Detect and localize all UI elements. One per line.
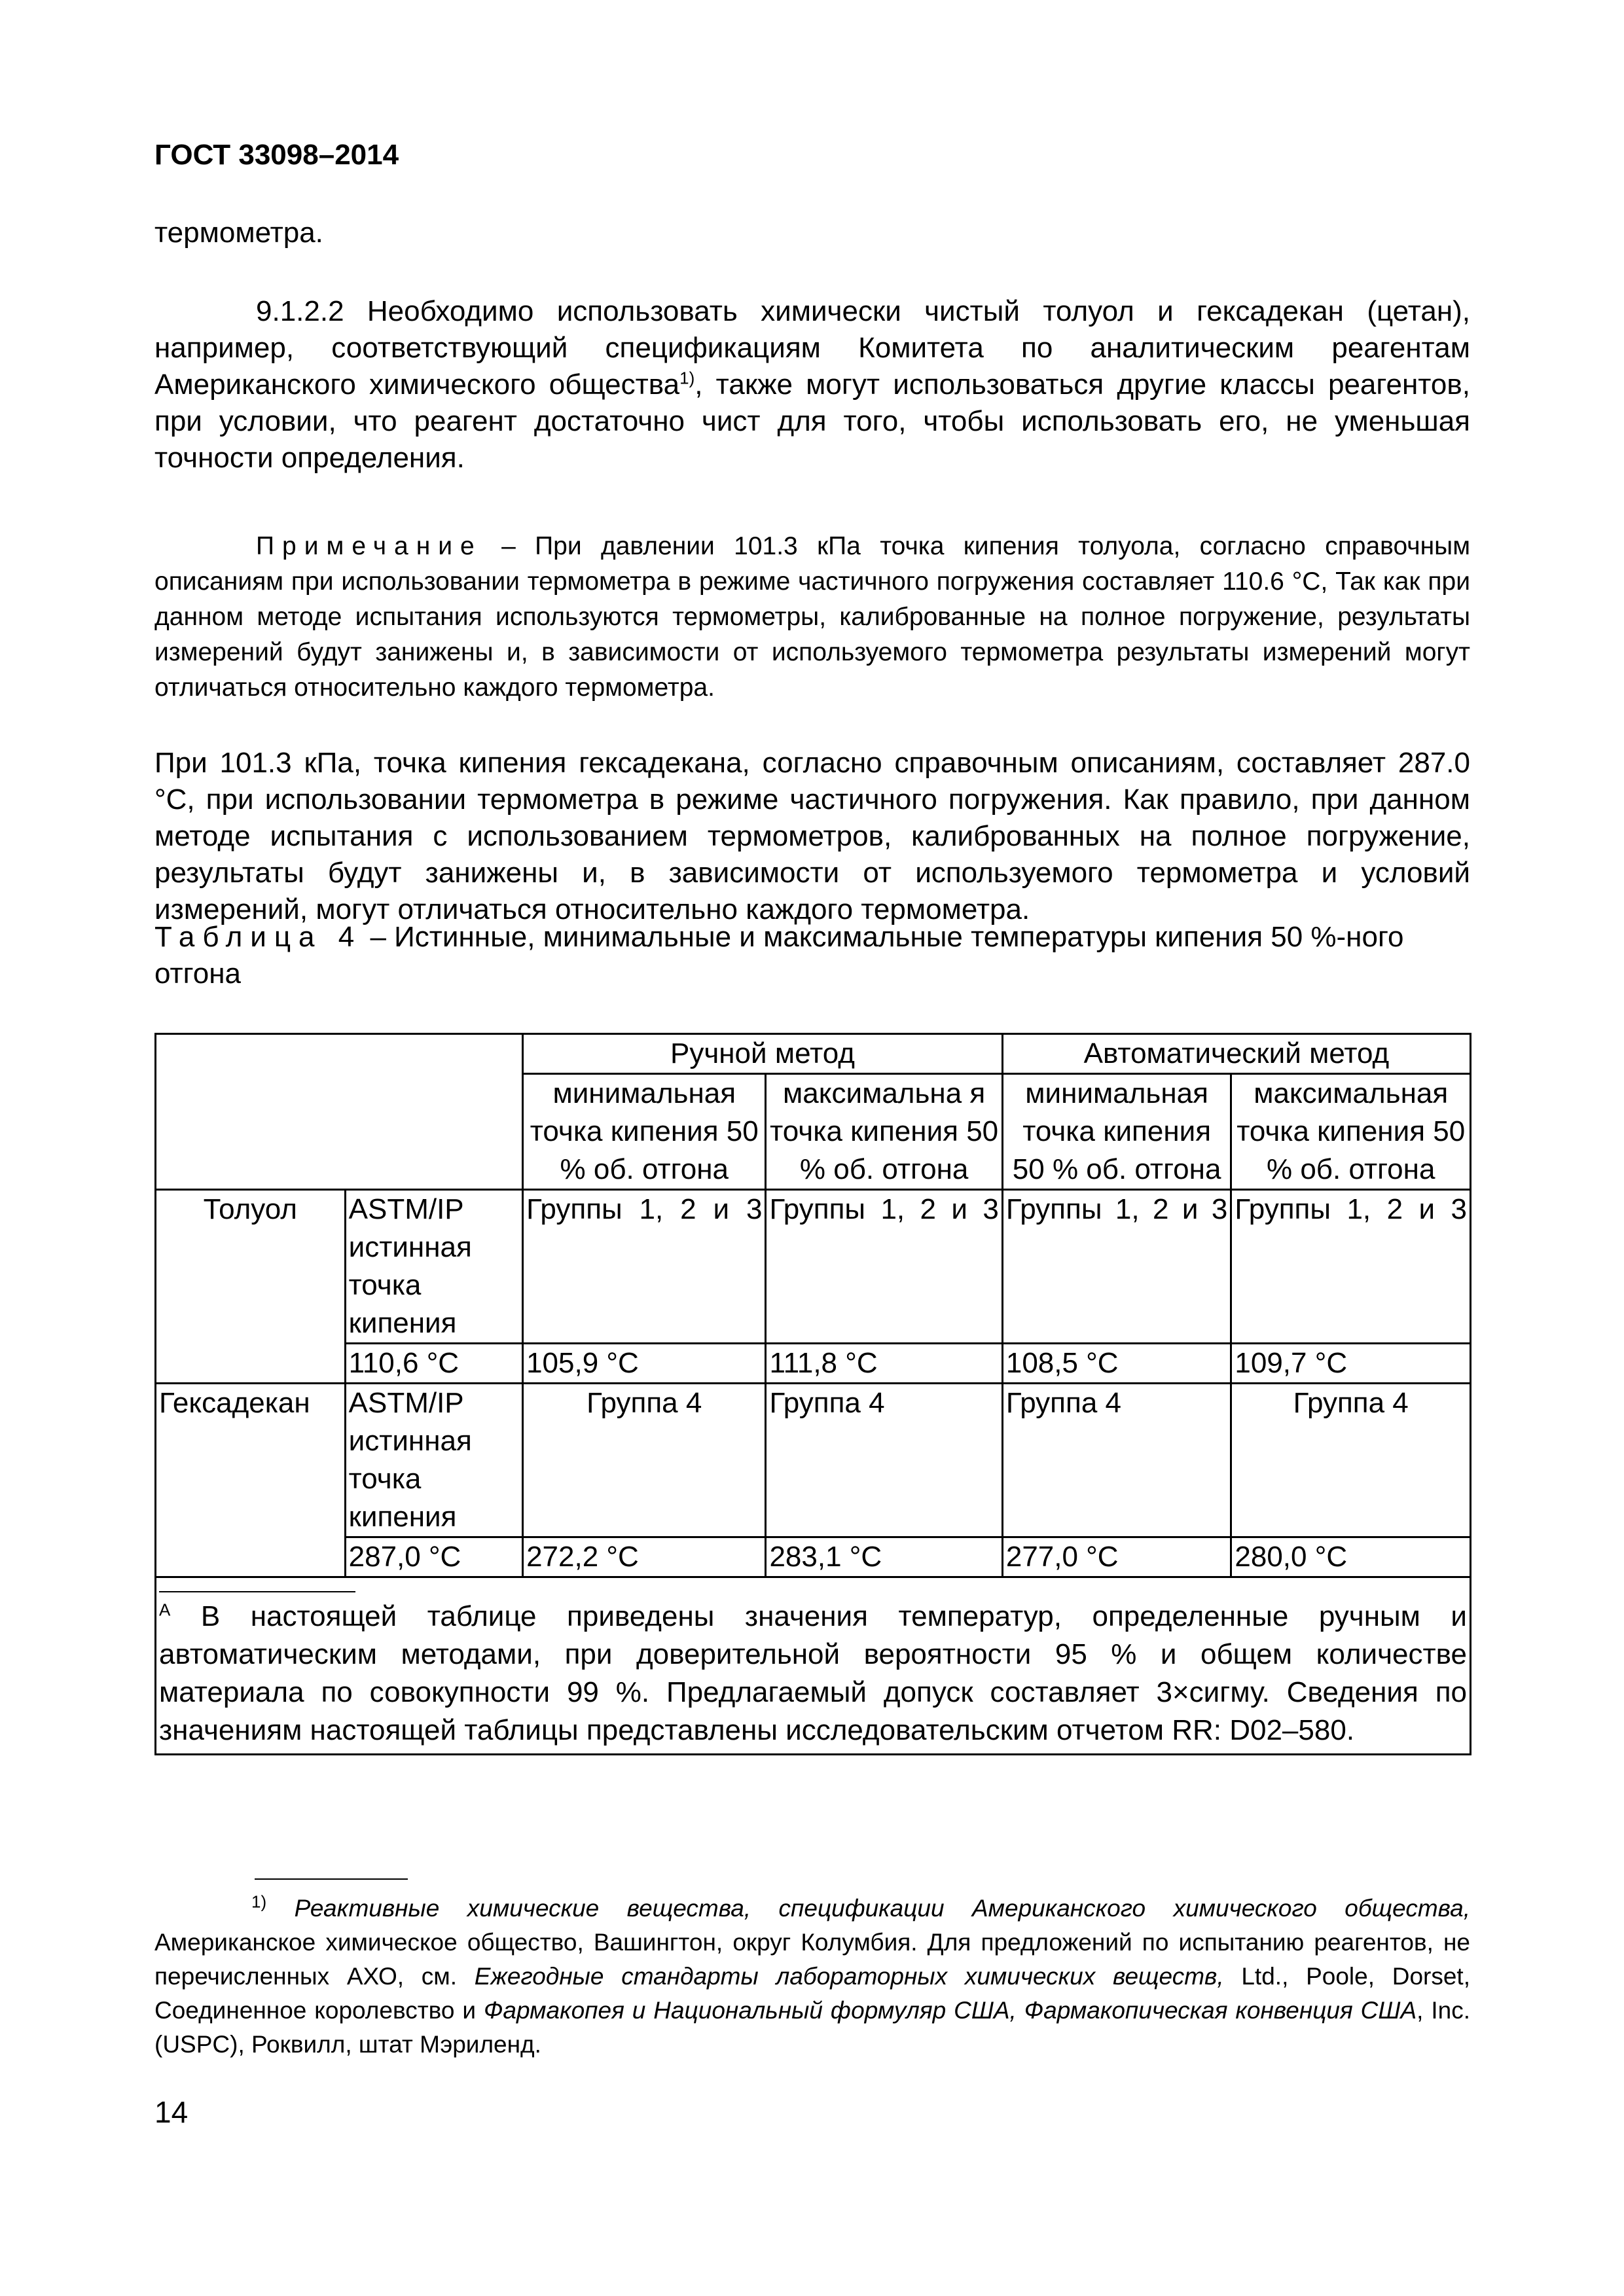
table-caption-label: Таблица 4 — [154, 921, 363, 953]
footnote-ref: 1) — [679, 368, 695, 388]
page-footnote — [154, 1892, 1470, 2062]
group-cell: Группа 4 — [766, 1384, 1002, 1537]
footnote-text-2: Ltd., Poole, Dorset, Соединенное королевство и — [154, 1963, 1470, 2024]
col-header: максимальна я точка кипения 50 % об. отгона — [766, 1074, 1002, 1190]
page-footnote-divider — [255, 1878, 408, 1880]
document-header: ГОСТ 33098–2014 — [154, 139, 399, 171]
value-cell: 111,8 °C — [766, 1344, 1002, 1384]
table-footnote-cell — [156, 1577, 1471, 1755]
table-row — [156, 1537, 1471, 1577]
method-cell: ASTM/IP истинная точка кипения — [345, 1384, 522, 1537]
empty-corner-cell — [156, 1034, 523, 1190]
table-row — [156, 1344, 1471, 1384]
substance-cell: Гексадекан — [156, 1384, 346, 1577]
footnote-italic-3: Фармакопея и Национальный формуляр США, Фармакопическая конвенция США — [484, 1997, 1417, 2024]
col-header: минимальная точка кипения 50 % об. отгона — [1002, 1074, 1231, 1190]
table-row — [156, 1190, 1471, 1344]
paragraph-text-cont: , также могут использоваться другие классы реагентов, при условии, что реагент достаточно чист для того, чтобы использовать его, не уменьшая точности определения. — [154, 368, 1470, 474]
note-text-2: При 101.3 кПа, точка кипения гексадекана, согласно справочным описаниям, составляет 287.0 °C, при использовании термометра в режиме частичного погружения. Как правило, при данном методе испытания с использованием термометров, калиброванных на полное погружение, результаты будут занижены и, в зависимости от используемого термометра и условий измерений, могут отличаться относительно каждого термометра. — [154, 747, 1470, 925]
col-header: минимальная точка кипения 50 % об. отгона — [523, 1074, 766, 1190]
manual-method-header: Ручной метод — [523, 1034, 1003, 1074]
value-cell: 277,0 °C — [1002, 1537, 1231, 1577]
footnote-divider — [159, 1591, 355, 1592]
table-footnote-mark: A — [159, 1600, 171, 1620]
table-footnote-row — [156, 1577, 1471, 1755]
table-caption-text: – Истинные, минимальные и максимальные температуры кипения 50 %-ного отгона — [154, 921, 1404, 990]
footnote-italic-1: Реактивные химические вещества, спецификации Американского химического общества, — [294, 1895, 1471, 1922]
paragraph-9-1-2-2 — [154, 293, 1470, 476]
value-cell: 280,0 °C — [1231, 1537, 1471, 1577]
continuation-text: термометра. — [154, 217, 323, 249]
note-text: – При давлении 101.3 кПа точка кипения толуола, согласно справочным описаниям при использовании термометра в режиме частичного погружения составляет 110.6 °C, Так как при данном методе испытания используются термометры, калиброванные на полное погружение, результаты измерений будут занижены и, в зависимости от используемого термометра результаты измерений могут отличаться относительно каждого термометра. — [154, 532, 1470, 702]
value-cell: 108,5 °C — [1002, 1344, 1231, 1384]
table-caption — [154, 919, 1470, 992]
table-header-row-1 — [156, 1034, 1471, 1074]
group-cell: Группа 4 — [1231, 1384, 1471, 1537]
substance-cell: Толуол — [156, 1190, 346, 1384]
group-cell: Группы 1, 2 и 3 — [766, 1190, 1002, 1344]
footnote-italic-2: Ежегодные стандарты лабораторных химических веществ, — [474, 1963, 1224, 1990]
group-cell: Группа 4 — [523, 1384, 766, 1537]
true-bp-cell: 110,6 °C — [345, 1344, 522, 1384]
page-footnote-mark: 1) — [251, 1892, 267, 1912]
value-cell: 272,2 °C — [523, 1537, 766, 1577]
note-block — [154, 529, 1470, 706]
page-number: 14 — [154, 2095, 189, 2129]
value-cell: 105,9 °C — [523, 1344, 766, 1384]
table-row — [156, 1384, 1471, 1537]
note-block-cont — [154, 745, 1470, 928]
boiling-point-table — [154, 1033, 1471, 1755]
footnote-text-1: Американское химическое общество, Вашингтон, округ Колумбия. Для предложений по испытанию реагентов, не перечисленных АХО, см. — [154, 1929, 1470, 1990]
group-cell: Группы 1, 2 и 3 — [1002, 1190, 1231, 1344]
footnote-text-3: , Inc. (USPC), Роквилл, штат Мэриленд. — [154, 1997, 1470, 2058]
group-cell: Группы 1, 2 и 3 — [523, 1190, 766, 1344]
paragraph-text: 9.1.2.2 Необходимо использовать химически чистый толуол и гексадекан (цетан), например, соответствующий спецификациям Комитета по аналитическим реагентам Американского химического общества — [154, 295, 1470, 401]
group-cell: Группа 4 — [1002, 1384, 1231, 1537]
col-header: максимальная точка кипения 50 % об. отгона — [1231, 1074, 1471, 1190]
value-cell: 109,7 °C — [1231, 1344, 1471, 1384]
auto-method-header: Автоматический метод — [1002, 1034, 1470, 1074]
table-footnote-text: В настоящей таблице приведены значения температур, определенные ручным и автоматическим методами, при доверительной вероятности 95 % и общем количестве материала по совокупности 99 %. Предлагаемый допуск составляет 3×сигму. Сведения по значениям настоящей таблицы представлены исследовательским отчетом RR: D02–580. — [159, 1600, 1467, 1746]
value-cell: 283,1 °C — [766, 1537, 1002, 1577]
group-cell: Группы 1, 2 и 3 — [1231, 1190, 1471, 1344]
method-cell: ASTM/IP истинная точка кипения — [345, 1190, 522, 1344]
true-bp-cell: 287,0 °C — [345, 1537, 522, 1577]
note-label: Примечание — [256, 532, 482, 560]
